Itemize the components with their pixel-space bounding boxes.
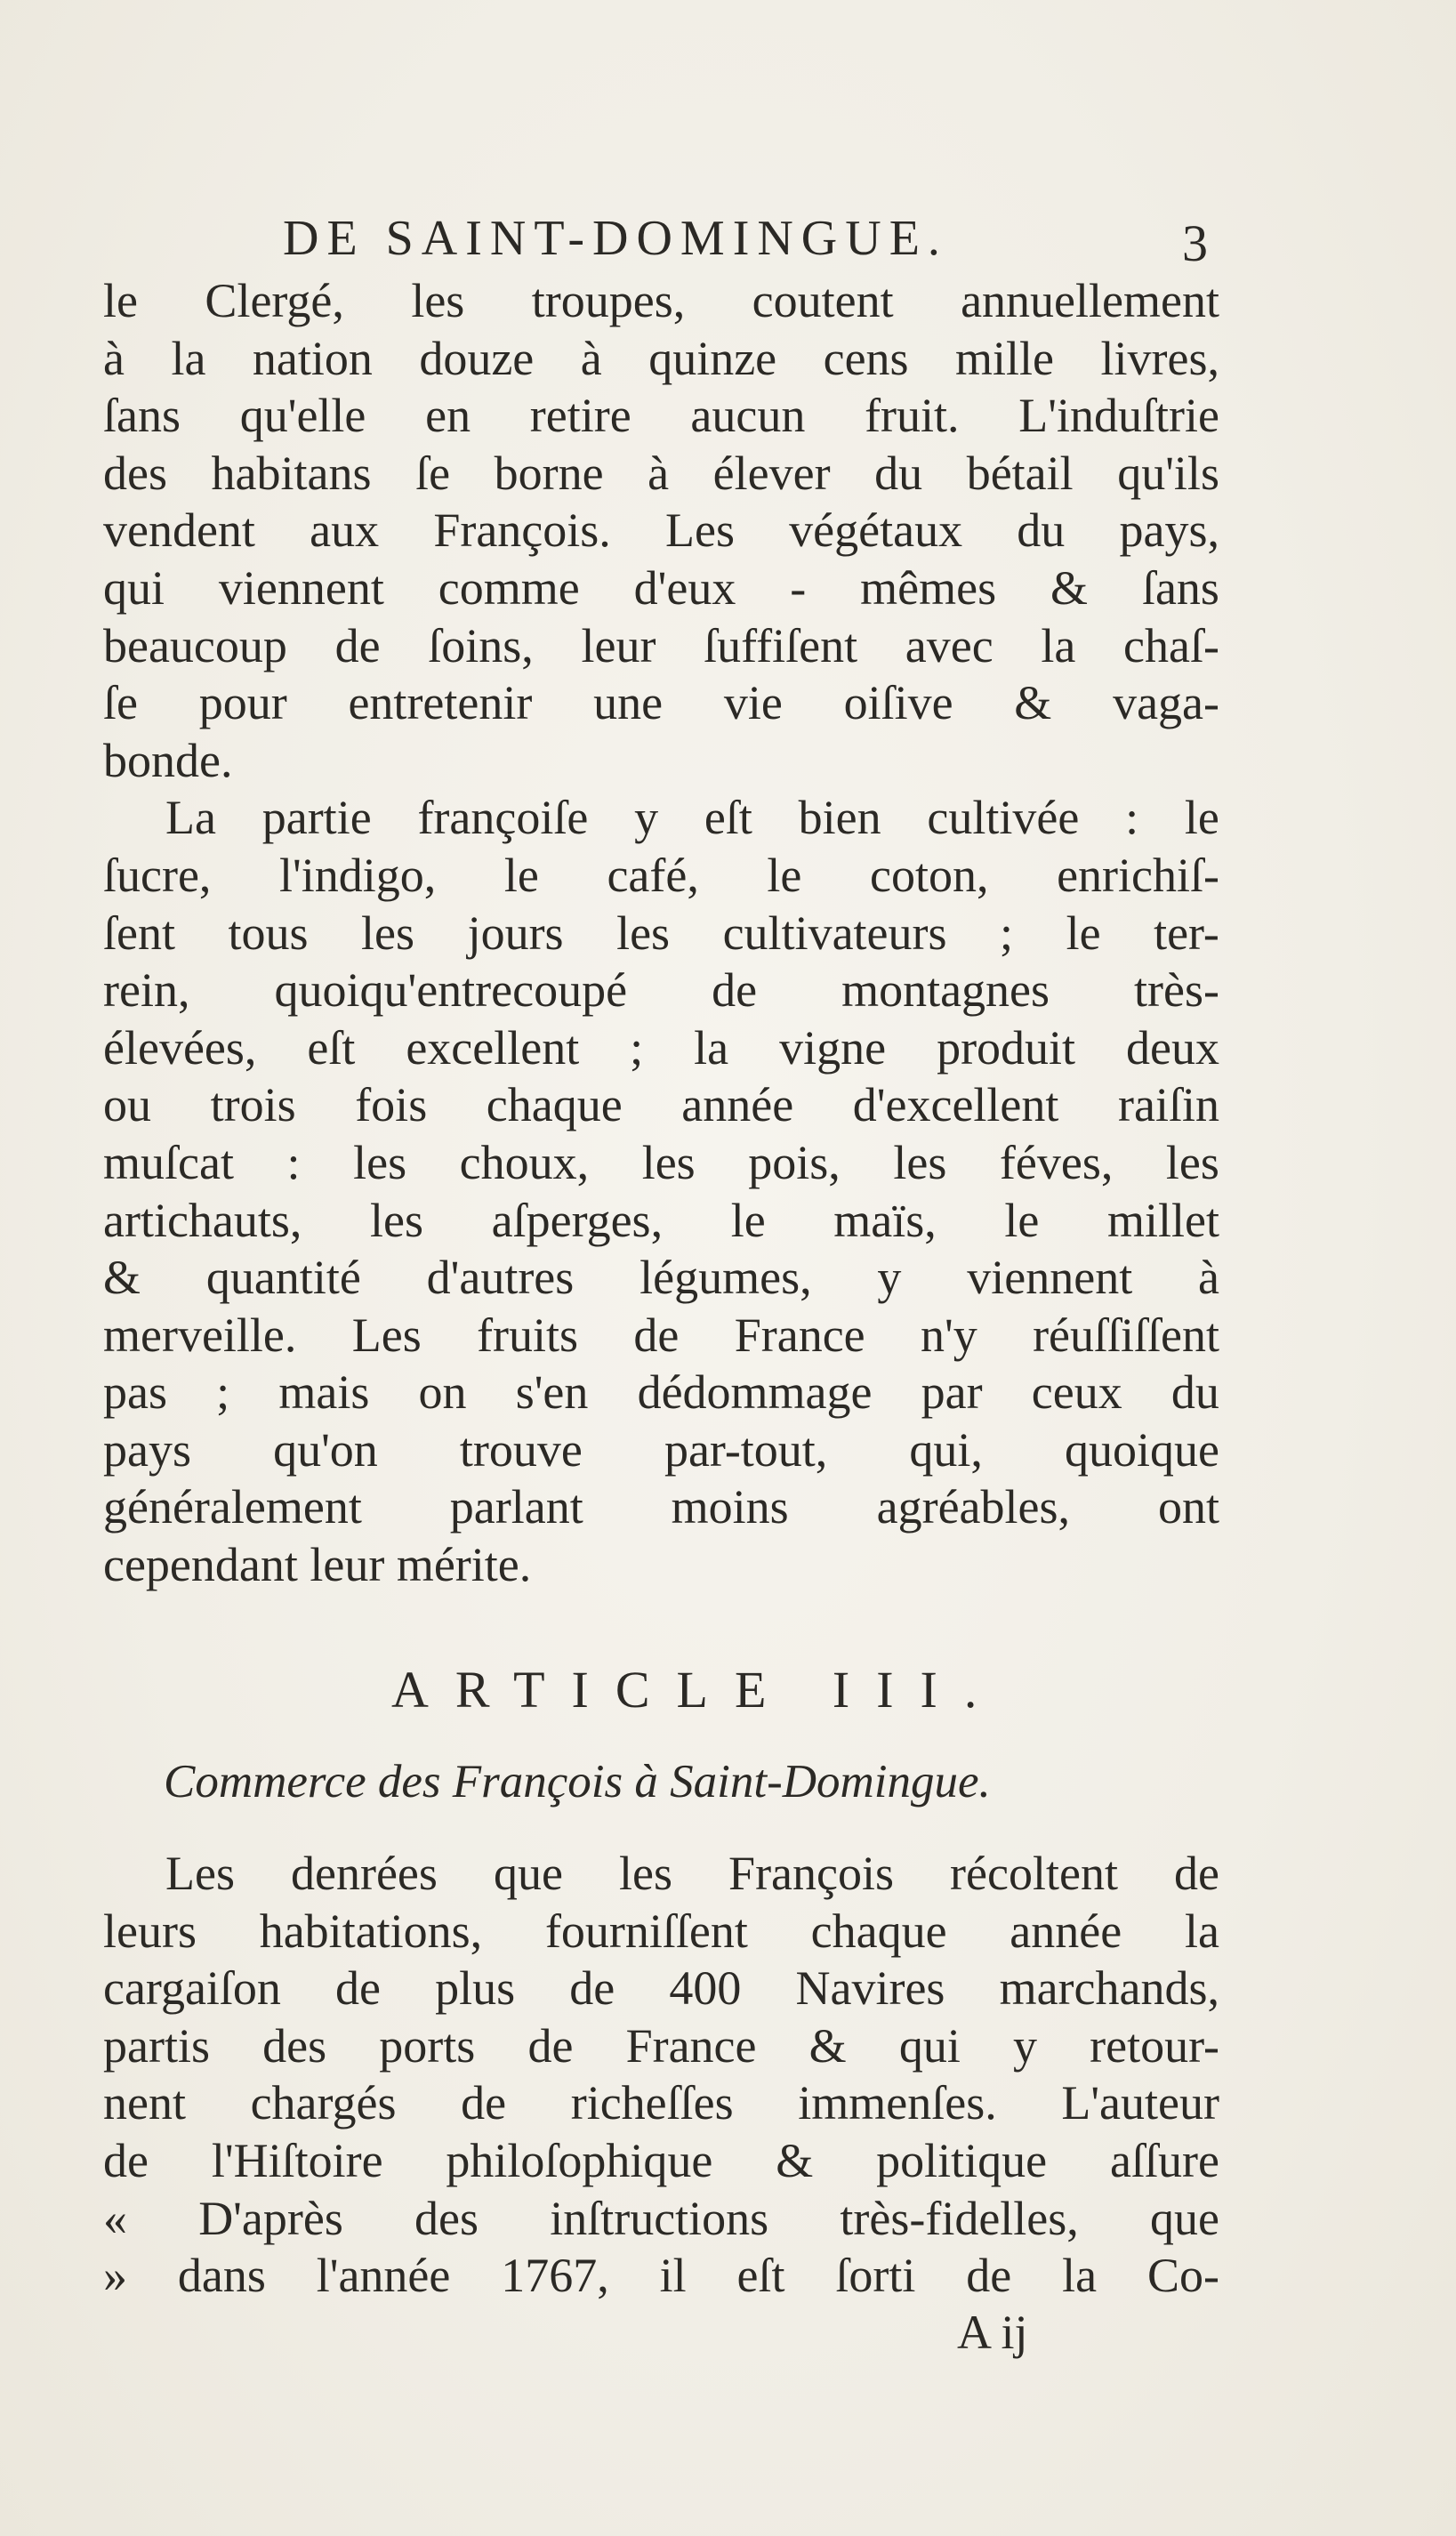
text-line: merveille. Les fruits de France n'y réuſſiſſent xyxy=(103,1308,1219,1362)
text-line: « D'après des inſtructions très-fidelles, que xyxy=(103,2191,1219,2245)
page-number: 3 xyxy=(1182,214,1208,272)
signature-mark: A ij xyxy=(957,2306,1028,2359)
text-line: leurs habitations, fourniſſent chaque année la xyxy=(103,1904,1219,1958)
text-line: le Clergé, les troupes, coutent annuellement xyxy=(103,274,1219,327)
text-line: nent chargés de richeſſes immenſes. L'auteur xyxy=(103,2076,1219,2130)
section-subtitle: Commerce des François à Saint-Domingue. xyxy=(164,1756,991,1807)
text-line: ſans qu'elle en retire aucun fruit. L'induſtrie xyxy=(103,389,1219,443)
text-line: cargaiſon de plus de 400 Navires marchands, xyxy=(103,1961,1219,2016)
text-line: cependant leur mérite. xyxy=(103,1538,532,1592)
text-line: élevées, eſt excellent ; la vigne produit deux xyxy=(103,1020,1219,1075)
text-line: ſent tous les jours les cultivateurs ; le ter- xyxy=(103,906,1219,960)
paragraph-3 xyxy=(103,1845,1219,2305)
text-line: vendent aux François. Les végétaux du pays, xyxy=(103,503,1219,558)
text-line: qui viennent comme d'eux - mêmes & ſans xyxy=(103,560,1219,615)
text-line: ſucre, l'indigo, le café, le coton, enrichiſ- xyxy=(103,848,1219,902)
text-line: beaucoup de ſoins, leur ſuffiſent avec la chaſ- xyxy=(103,618,1219,672)
text-line: ſe pour entretenir une vie oiſive & vaga- xyxy=(103,676,1219,730)
text-line: bonde. xyxy=(103,733,233,787)
paragraph-1 xyxy=(103,272,1219,789)
text-line: muſcat : les choux, les pois, les féves, les xyxy=(103,1135,1219,1189)
text-line: rein, quoiqu'entrecoupé de montagnes très- xyxy=(103,963,1219,1018)
text-line: & quantité d'autres légumes, y viennent à xyxy=(103,1251,1219,1305)
text-line: pays qu'on trouve par-tout, qui, quoique xyxy=(103,1422,1219,1477)
text-line: » dans l'année 1767, il eſt ſorti de la Co- xyxy=(103,2249,1219,2303)
paragraph-2 xyxy=(103,789,1219,1593)
section-heading: ARTICLE III. xyxy=(391,1661,1004,1719)
text-line: de l'Hiſtoire philoſophique & politique aſſure xyxy=(103,2133,1219,2187)
body-text-upper xyxy=(103,272,1219,1594)
text-line: Les denrées que les François récoltent de xyxy=(165,1847,1219,1900)
text-line: ou trois fois chaque année d'excellent raiſin xyxy=(103,1078,1219,1132)
body-text-lower xyxy=(103,1845,1219,2305)
running-head xyxy=(283,210,1243,281)
text-line: partis des ports de France & qui y retour- xyxy=(103,2018,1219,2073)
text-line: à la nation douze à quinze cens mille livres, xyxy=(103,331,1219,385)
running-head-title: DE SAINT-DOMINGUE. xyxy=(283,211,948,266)
text-line: des habitans ſe borne à élever du bétail qu'ils xyxy=(103,446,1219,500)
text-line: pas ; mais on s'en dédommage par ceux du xyxy=(103,1365,1219,1420)
text-line: artichauts, les aſperges, le maïs, le millet xyxy=(103,1193,1219,1247)
text-line: généralement parlant moins agréables, ont xyxy=(103,1480,1219,1534)
text-line: La partie françoiſe y eſt bien cultivée : le xyxy=(165,791,1219,845)
